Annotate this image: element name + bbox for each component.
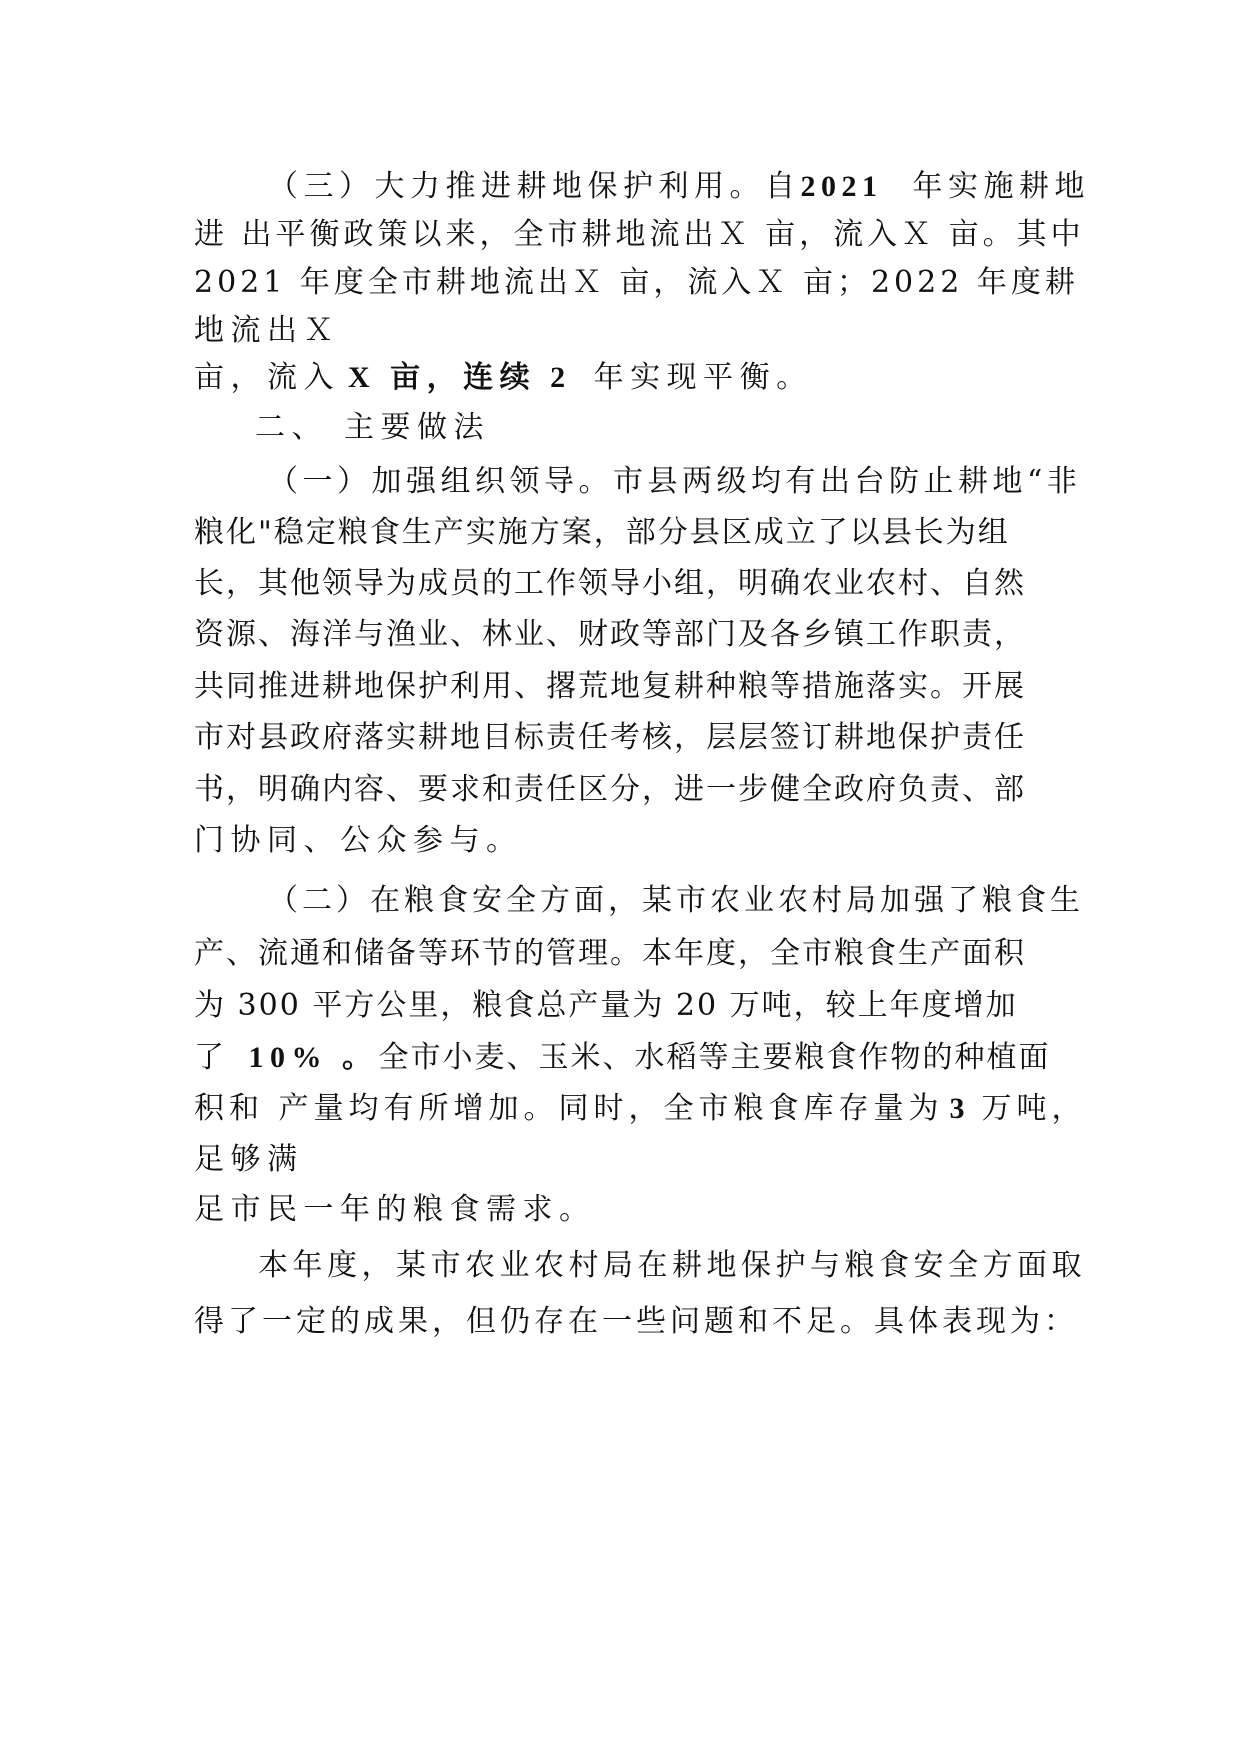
text-run: 积和 产量均有所增加。同时，全市粮食库存量为 [194,1091,944,1126]
text-line [194,770,1026,810]
text-run: 足市民一年的粮食需求。 [194,1192,596,1227]
text-run: 长，其他领导为成员的工作领导小组，明确农业农村、自然 [194,566,1026,601]
bold-text-run: 3 [949,1092,970,1125]
text-run: 足够满 [194,1142,304,1177]
text-line [194,358,813,398]
text-line [194,1089,1087,1129]
text-run: 亩，流入 [194,360,340,395]
text-run: 本年度，某市农业农村局在耕地保护与粮食安全方面取 [258,1248,1086,1283]
text-run: 年实现平衡。 [593,360,813,395]
text-run: 地流出Ｘ [194,313,340,348]
text-line [194,986,1018,1026]
text-line [194,667,1026,707]
text-line [194,718,1026,758]
text-run: 产、流通和储备等环节的管理。本年度，全市粮食生产面积 [194,936,1026,971]
text-run: 全市小麦、玉米、水稻等主要粮食作物的种植面 [378,1040,1051,1075]
text-run: 为 300 平方公里，粮食总产量为 20 万吨，较上年度增加 [194,988,1018,1023]
text-run: （三）大力推进耕地保护利用。自 [268,169,801,204]
text-line [268,881,1084,921]
section-heading [255,408,490,448]
text-line [194,934,1026,974]
text-run: 书，明确内容、要求和责任区分，进一步健全政府负责、部 [194,772,1026,807]
text-line [194,564,1026,604]
text-line [258,1246,1086,1286]
text-run: 万吨， [981,1091,1087,1126]
heading-text: 二、 主要做法 [255,410,491,445]
text-line [268,462,1081,502]
text-run: 市对县政府落实耕地目标责任考核，层层签订耕地保护责任 [194,720,1026,755]
text-run: （二）在粮食安全方面，某市农业农村局加强了粮食生 [268,883,1084,918]
bold-text-run: 10% 。 [248,1041,379,1074]
text-line [194,615,1026,655]
text-run: 门协同、公众参与。 [194,823,523,858]
text-line [194,821,523,861]
text-run: 进 出平衡政策以来，全市耕地流出Ｘ 亩，流入Ｘ 亩。其中 [194,217,1085,252]
text-run: 共同推进耕地保护利用、撂荒地复耕种粮等措施落实。开展 [194,669,1026,704]
text-line [194,1190,596,1230]
text-line [194,1302,1078,1342]
text-run: 2021 年度全市耕地流出Ｘ 亩，流入Ｘ 亩；2022 年度耕 [194,265,1079,300]
text-line [194,1038,1051,1078]
text-line [194,263,1079,303]
text-run: （一）加强组织领导。市县两级均有出台防止耕地“非 [268,464,1082,499]
bold-text-run: X 亩，连续 2 [348,361,572,394]
text-line [194,215,1085,255]
text-line [194,513,1010,553]
text-run: 粮化"稳定粮食生产实施方案，部分县区成立了以县长为组 [194,515,1010,550]
bold-text-run: 2021 [800,170,883,203]
text-run: 了 [194,1040,231,1075]
text-run: 得了一定的成果，但仍存在一些问题和不足。具体表现为： [194,1304,1078,1339]
text-line [194,1140,304,1180]
text-run: 年实施耕地 [912,169,1090,204]
text-run: 资源、海洋与渔业、林业、财政等部门及各乡镇工作职责， [194,617,1026,652]
text-line [194,311,340,351]
text-line [268,167,1090,207]
